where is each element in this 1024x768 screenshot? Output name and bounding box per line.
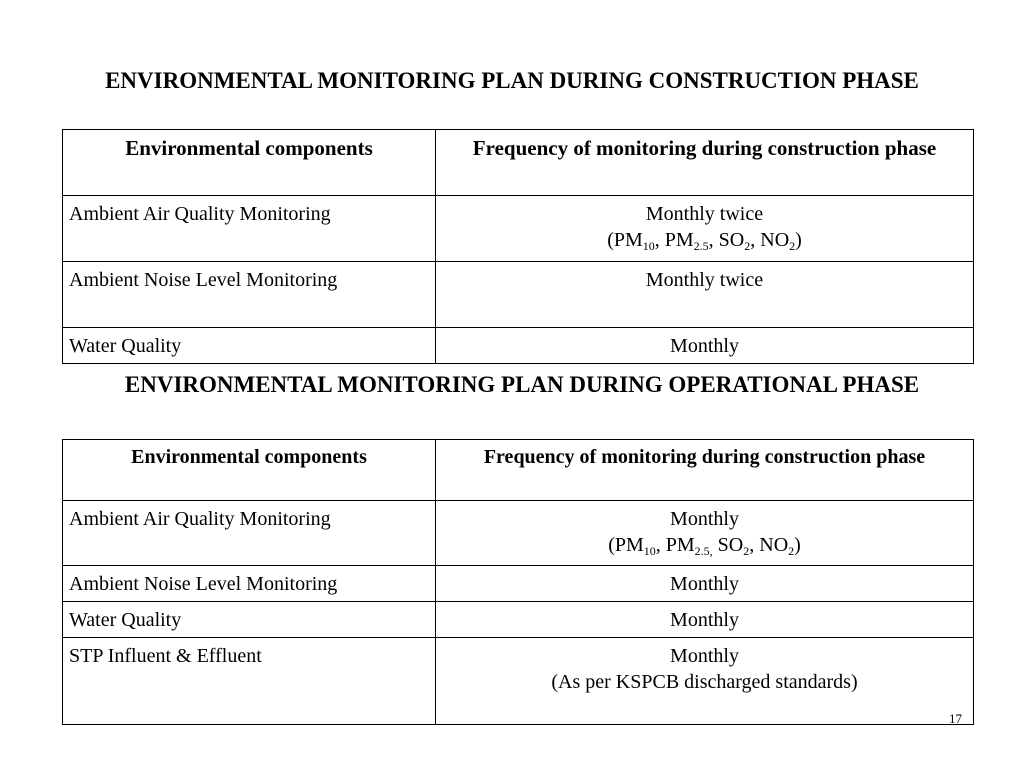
header-frequency: Frequency of monitoring during construction phase [436, 130, 974, 196]
page-number: 17 [949, 711, 962, 726]
param-pm25-sub: 2.5, [694, 544, 713, 558]
frequency-cell [436, 501, 974, 566]
parameter-list [442, 227, 967, 253]
param-pm25: , PM [655, 534, 695, 556]
param-so2-sub: 2 [744, 239, 751, 253]
component-cell: Water Quality [63, 328, 436, 364]
frequency-text: Monthly [670, 645, 739, 667]
frequency-text: Monthly twice [645, 203, 764, 225]
frequency-cell: Monthly [436, 566, 974, 602]
parameter-list [442, 532, 967, 558]
component-cell: Ambient Air Quality Monitoring [63, 501, 436, 566]
param-pm25-sub: 2.5 [693, 239, 709, 253]
param-no2: , NO [750, 229, 790, 251]
construction-plan-title: ENVIRONMENTAL MONITORING PLAN DURING CONSTRUCTION PHASE [105, 68, 919, 93]
param-pm10-sub: 10 [642, 239, 655, 253]
param-so2: SO [712, 534, 744, 556]
table-row [63, 566, 974, 602]
table-header-row [63, 440, 974, 501]
frequency-cell [436, 638, 974, 725]
component-cell: STP Influent & Effluent [63, 638, 436, 725]
param-so2-sub: 2 [743, 544, 750, 558]
table-row [63, 328, 974, 364]
frequency-cell: Monthly [436, 328, 974, 364]
param-no2-sub: 2 [789, 239, 796, 253]
param-so2: , SO [708, 229, 745, 251]
table-row [63, 501, 974, 566]
operational-plan-title: ENVIRONMENTAL MONITORING PLAN DURING OPERATIONAL PHASE [124, 372, 920, 397]
frequency-text: Monthly [670, 508, 739, 530]
table-row [63, 196, 974, 262]
param-pm25: , PM [654, 229, 694, 251]
param-open: (PM [608, 534, 644, 556]
table-row [63, 262, 974, 328]
param-pm10-sub: 10 [643, 544, 656, 558]
param-no2: , NO [749, 534, 789, 556]
param-close: ) [795, 229, 802, 251]
param-open: (PM [607, 229, 643, 251]
component-cell: Ambient Air Quality Monitoring [63, 196, 436, 262]
param-no2-sub: 2 [788, 544, 795, 558]
operational-monitoring-table [62, 439, 974, 725]
header-components: Environmental components [63, 130, 436, 196]
frequency-cell: Monthly [436, 602, 974, 638]
frequency-cell [436, 196, 974, 262]
component-cell: Ambient Noise Level Monitoring [63, 262, 436, 328]
table-row [63, 638, 974, 725]
component-cell: Ambient Noise Level Monitoring [63, 566, 436, 602]
header-components: Environmental components [63, 440, 436, 501]
param-close: ) [794, 534, 801, 556]
table-header-row [63, 130, 974, 196]
header-frequency: Frequency of monitoring during construction phase [436, 440, 974, 501]
frequency-note: (As per KSPCB discharged standards) [551, 671, 858, 693]
component-cell: Water Quality [63, 602, 436, 638]
construction-monitoring-table [62, 129, 974, 364]
table-row [63, 602, 974, 638]
frequency-cell: Monthly twice [436, 262, 974, 328]
